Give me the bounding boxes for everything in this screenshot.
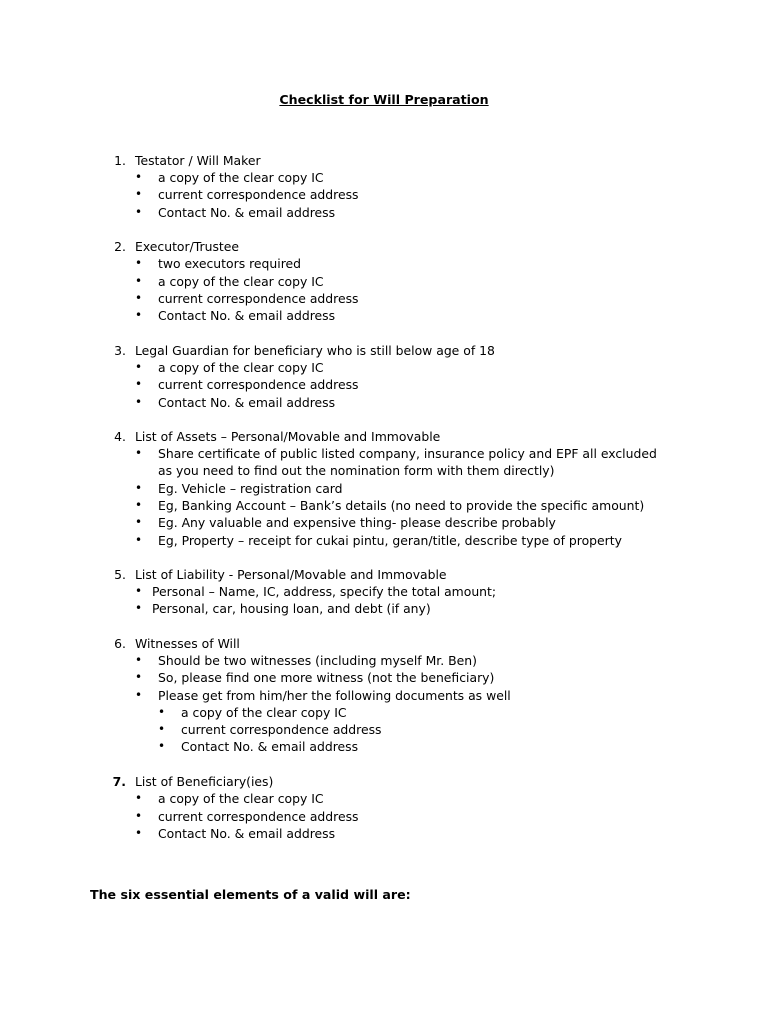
bullet-icon: • bbox=[135, 826, 143, 840]
list-item: two executors required bbox=[158, 256, 301, 271]
section-heading: Testator / Will Maker bbox=[135, 153, 261, 168]
list-item: Please get from him/her the following documents as well bbox=[158, 688, 511, 703]
list-item: Personal – Name, IC, address, specify the total amount; bbox=[152, 584, 497, 599]
bullet-icon: • bbox=[135, 170, 143, 184]
bullet-icon: • bbox=[158, 722, 166, 736]
section-heading: List of Assets – Personal/Movable and Immovable bbox=[135, 429, 441, 444]
bullet-icon: • bbox=[135, 395, 143, 409]
section-number: 4. bbox=[114, 429, 126, 444]
bullet-icon: • bbox=[135, 670, 143, 684]
bullet-icon: • bbox=[135, 308, 143, 322]
bullet-icon: • bbox=[135, 533, 143, 547]
bullet-icon: • bbox=[135, 653, 143, 667]
page-title: Checklist for Will Preparation bbox=[279, 92, 489, 107]
list-item: Share certificate of public listed company, insurance policy and EPF all excluded bbox=[158, 446, 657, 461]
bullet-icon: • bbox=[135, 377, 143, 391]
sub-list-item: a copy of the clear copy IC bbox=[181, 705, 347, 720]
section-number: 1. bbox=[114, 153, 126, 168]
list-item: Eg, Property – receipt for cukai pintu, geran/title, describe type of property bbox=[158, 533, 622, 548]
section-number: 7. bbox=[112, 774, 126, 789]
section-number: 3. bbox=[114, 343, 126, 358]
list-item: So, please find one more witness (not the beneficiary) bbox=[158, 670, 495, 685]
bullet-icon: • bbox=[135, 601, 143, 615]
bullet-icon: • bbox=[135, 256, 143, 270]
bullet-icon: • bbox=[135, 481, 143, 495]
section-heading: List of Beneficiary(ies) bbox=[135, 774, 274, 789]
sub-list-item: Contact No. & email address bbox=[181, 739, 359, 754]
bullet-icon: • bbox=[158, 705, 166, 719]
bullet-icon: • bbox=[135, 584, 143, 598]
list-item: Should be two witnesses (including myself Mr. Ben) bbox=[158, 653, 477, 668]
bullet-icon: • bbox=[135, 446, 143, 460]
list-item: Eg, Banking Account – Bank’s details (no need to provide the specific amount) bbox=[158, 498, 645, 513]
bullet-icon: • bbox=[135, 809, 143, 823]
list-item: a copy of the clear copy IC bbox=[158, 170, 324, 185]
bullet-icon: • bbox=[135, 688, 143, 702]
bullet-icon: • bbox=[135, 498, 143, 512]
bullet-icon: • bbox=[135, 360, 143, 374]
list-item: Contact No. & email address bbox=[158, 395, 336, 410]
list-item: a copy of the clear copy IC bbox=[158, 791, 324, 806]
list-item: Eg. Any valuable and expensive thing- please describe probably bbox=[158, 515, 556, 530]
section-heading: List of Liability - Personal/Movable and Immovable bbox=[135, 567, 447, 582]
bullet-icon: • bbox=[135, 205, 143, 219]
sub-list-item: current correspondence address bbox=[181, 722, 382, 737]
list-item: Eg. Vehicle – registration card bbox=[158, 481, 343, 496]
bullet-icon: • bbox=[135, 274, 143, 288]
bullet-icon: • bbox=[158, 739, 166, 753]
list-item: Contact No. & email address bbox=[158, 308, 336, 323]
section-heading: Executor/Trustee bbox=[135, 239, 240, 254]
essential-elements-heading: The six essential elements of a valid will are: bbox=[90, 887, 411, 902]
section-number: 6. bbox=[114, 636, 126, 651]
list-item: Contact No. & email address bbox=[158, 826, 336, 841]
section-heading: Legal Guardian for beneficiary who is still below age of 18 bbox=[135, 343, 495, 358]
list-item: Personal, car, housing loan, and debt (if any) bbox=[152, 601, 431, 616]
list-item: current correspondence address bbox=[158, 377, 359, 392]
list-item: current correspondence address bbox=[158, 187, 359, 202]
list-item: a copy of the clear copy IC bbox=[158, 274, 324, 289]
list-item: a copy of the clear copy IC bbox=[158, 360, 324, 375]
section-number: 5. bbox=[114, 567, 126, 582]
bullet-icon: • bbox=[135, 291, 143, 305]
bullet-icon: • bbox=[135, 791, 143, 805]
list-item: current correspondence address bbox=[158, 809, 359, 824]
section-heading: Witnesses of Will bbox=[135, 636, 240, 651]
bullet-icon: • bbox=[135, 515, 143, 529]
list-item: current correspondence address bbox=[158, 291, 359, 306]
list-item-continuation: as you need to find out the nomination form with them directly) bbox=[158, 463, 555, 478]
bullet-icon: • bbox=[135, 187, 143, 201]
list-item: Contact No. & email address bbox=[158, 205, 336, 220]
section-number: 2. bbox=[114, 239, 126, 254]
